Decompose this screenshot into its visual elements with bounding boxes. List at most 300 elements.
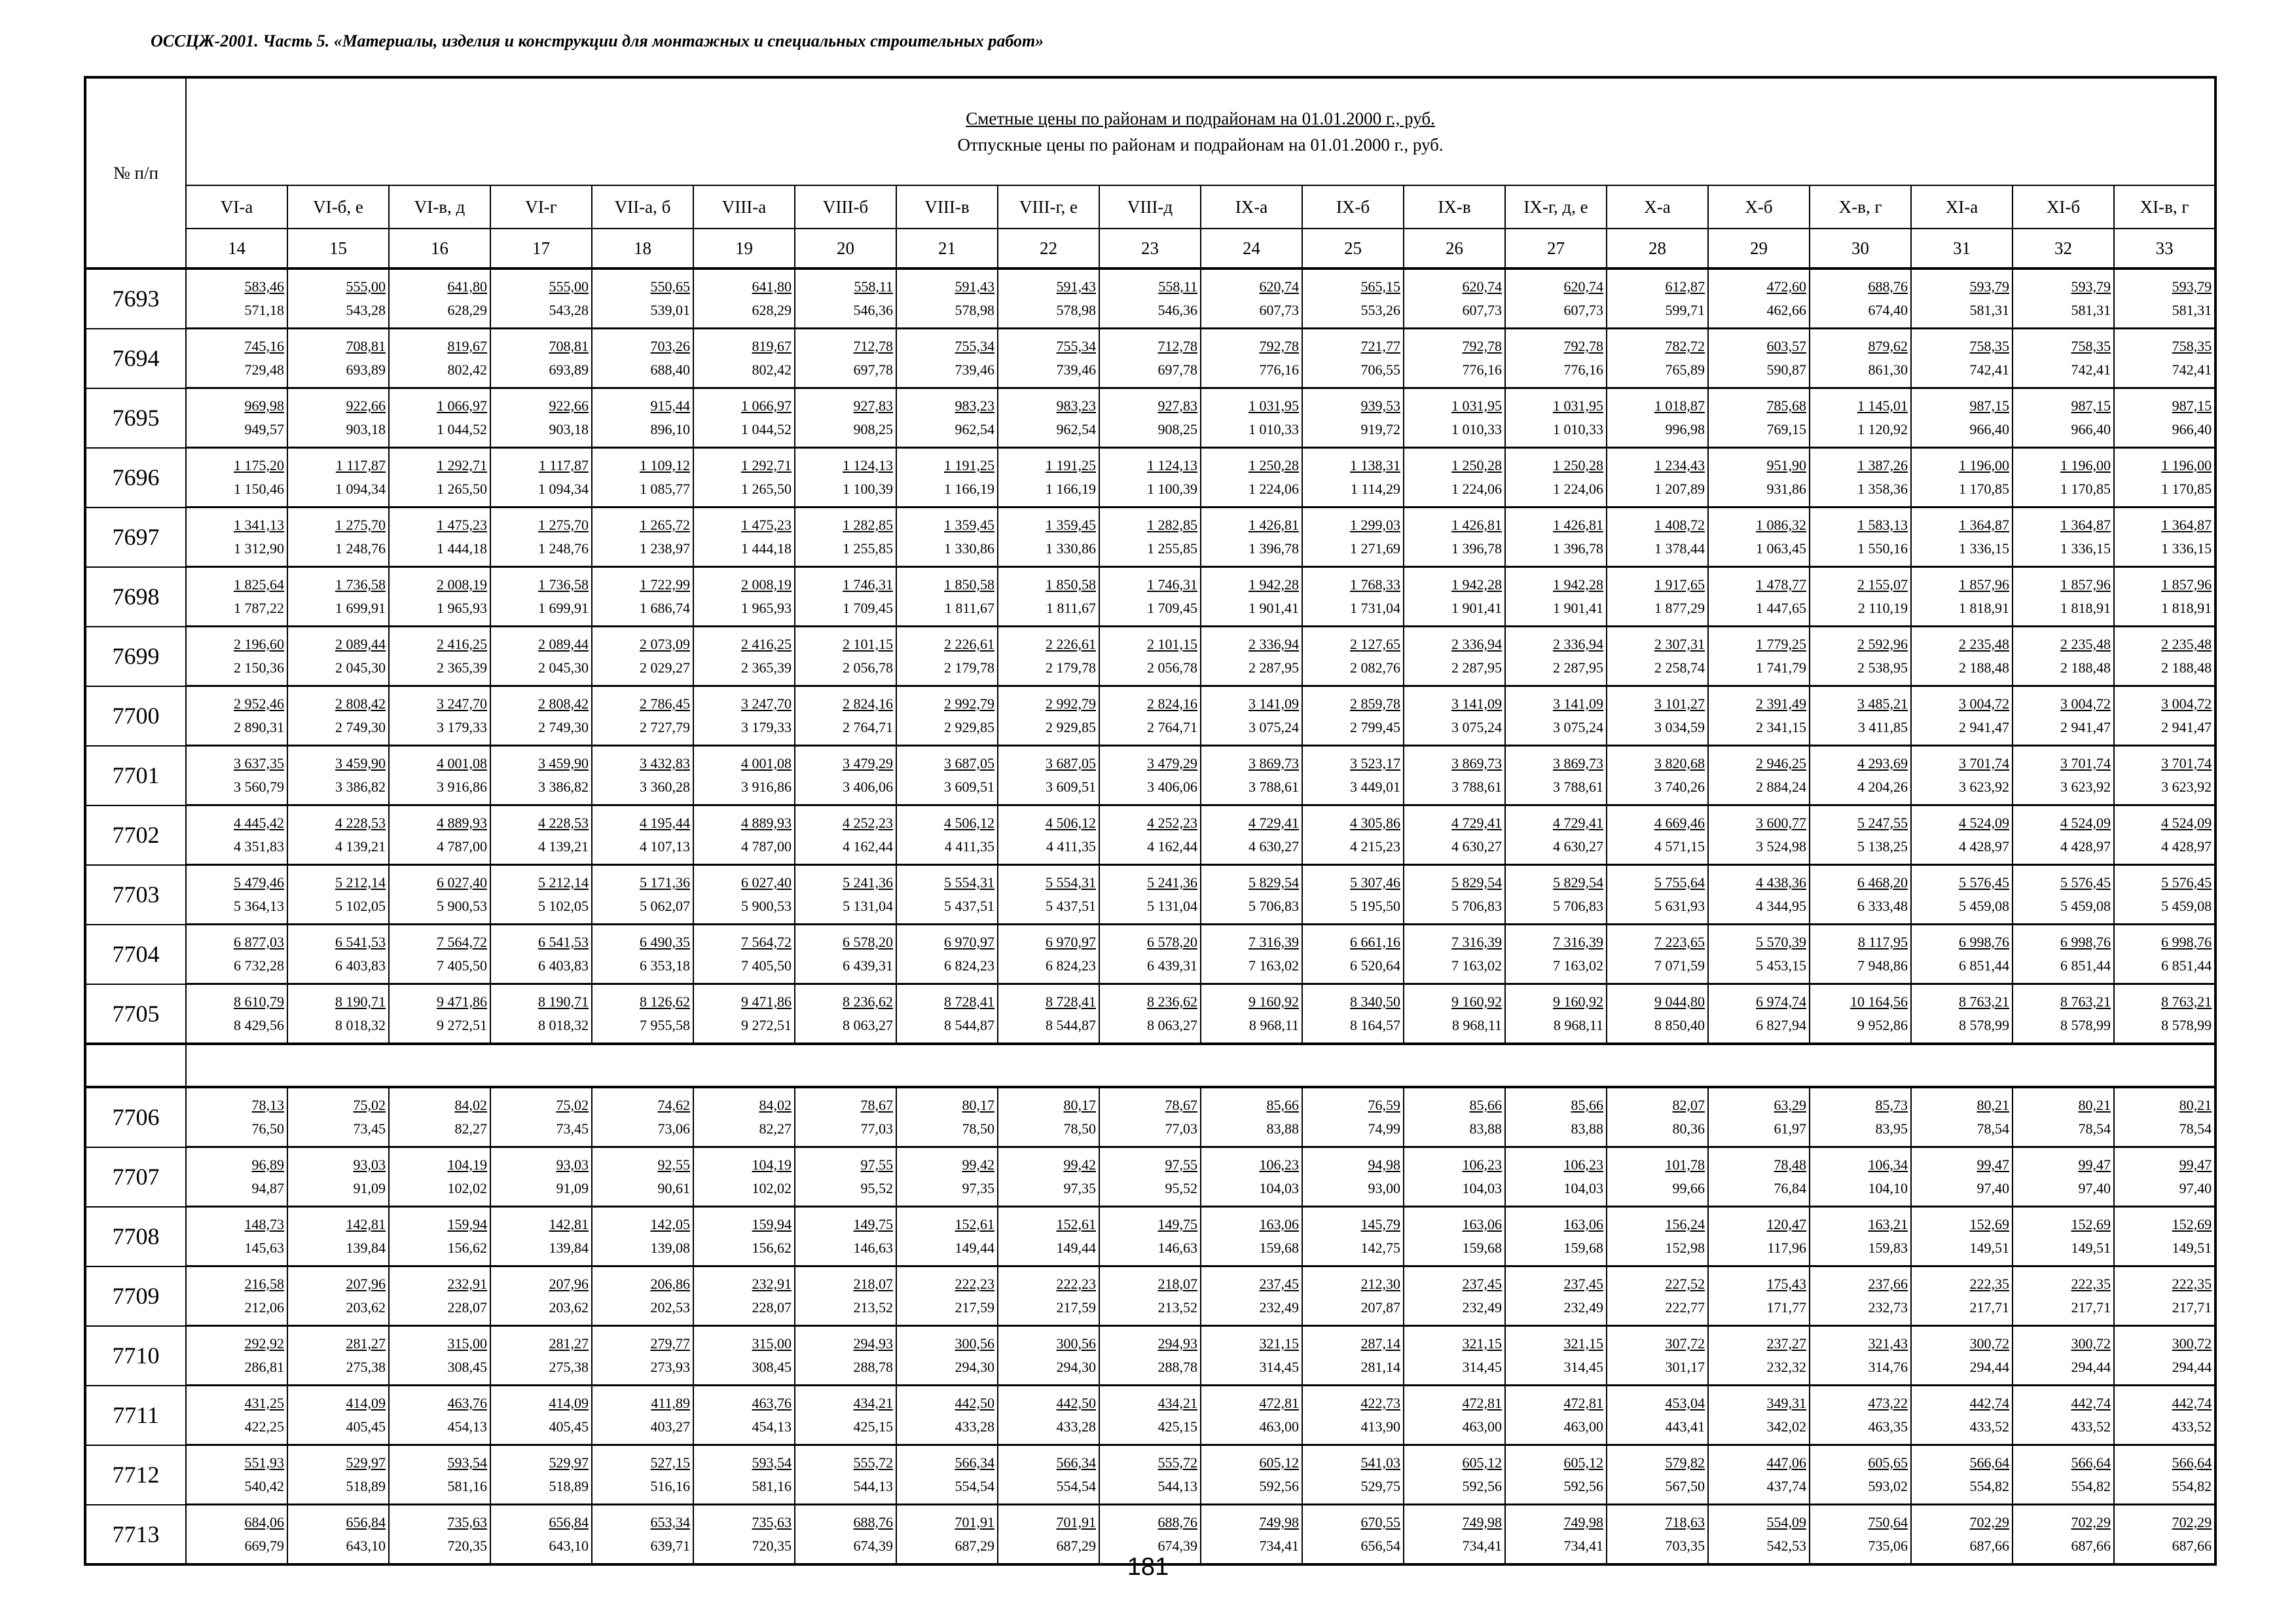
price-cell xyxy=(998,329,1099,388)
price-cell xyxy=(1302,1207,1404,1266)
release-price: 8 578,99 xyxy=(1959,1017,2009,1033)
release-price: 4 428,97 xyxy=(2161,838,2212,855)
price-cell xyxy=(1911,507,2013,567)
estimate-price: 641,80 xyxy=(447,278,487,295)
release-price: 735,06 xyxy=(1868,1538,1908,1554)
estimate-price: 159,94 xyxy=(447,1216,487,1232)
price-cell xyxy=(693,1087,795,1147)
estimate-price: 152,61 xyxy=(955,1216,994,1232)
estimate-price: 1 475,23 xyxy=(741,517,792,533)
estimate-price: 300,72 xyxy=(2172,1335,2212,1352)
release-price: 5 631,93 xyxy=(1654,898,1705,914)
estimate-price: 4 252,23 xyxy=(1147,815,1197,831)
release-price: 314,45 xyxy=(1563,1359,1603,1375)
release-price: 91,09 xyxy=(556,1180,589,1196)
release-price: 1 224,06 xyxy=(1248,481,1299,497)
release-price: 2 287,95 xyxy=(1553,659,1603,676)
price-cell xyxy=(592,865,693,925)
estimate-price: 472,81 xyxy=(1563,1395,1603,1411)
price-cell xyxy=(998,1445,1099,1505)
price-cell xyxy=(186,865,287,925)
price-cell xyxy=(2013,448,2114,507)
table-row xyxy=(85,984,2215,1044)
release-price: 2 538,95 xyxy=(1857,659,1908,676)
estimate-price: 6 490,35 xyxy=(640,934,690,950)
release-price: 232,49 xyxy=(1259,1299,1299,1316)
row-number: 7706 xyxy=(85,1087,186,1147)
price-cell xyxy=(1201,1087,1302,1147)
price-cell xyxy=(490,388,592,448)
estimate-price: 4 729,41 xyxy=(1553,815,1603,831)
row-number: 7698 xyxy=(85,567,186,627)
estimate-price: 287,14 xyxy=(1360,1335,1400,1352)
estimate-price: 1 031,95 xyxy=(1553,397,1603,414)
estimate-price: 4 228,53 xyxy=(538,815,589,831)
release-price: 542,53 xyxy=(1766,1538,1806,1554)
release-price: 159,68 xyxy=(1563,1240,1603,1256)
price-cell xyxy=(1505,1445,1607,1505)
release-price: 1 709,45 xyxy=(843,600,893,616)
release-price: 294,30 xyxy=(955,1359,994,1375)
estimate-price: 5 241,36 xyxy=(1147,874,1197,891)
estimate-price: 554,09 xyxy=(1766,1514,1806,1530)
price-cell xyxy=(693,925,795,984)
price-cell xyxy=(1911,805,2013,865)
price-cell xyxy=(896,1147,998,1207)
release-price: 1 336,15 xyxy=(1959,540,2009,557)
release-price: 3 075,24 xyxy=(1248,719,1299,735)
release-price: 1 010,33 xyxy=(1451,421,1502,437)
price-cell xyxy=(2114,1445,2215,1505)
release-price: 217,59 xyxy=(955,1299,994,1316)
row-number: 7695 xyxy=(85,388,186,448)
price-cell xyxy=(1607,1326,1708,1386)
estimate-price: 1 275,70 xyxy=(335,517,386,533)
release-price: 599,71 xyxy=(1665,302,1705,318)
release-price: 3 609,51 xyxy=(944,779,994,795)
price-cell xyxy=(1404,1445,1505,1505)
estimate-price: 749,98 xyxy=(1462,1514,1502,1530)
price-cell xyxy=(1505,1266,1607,1326)
row-number: 7713 xyxy=(85,1505,186,1565)
price-cell xyxy=(1201,746,1302,805)
estimate-price: 2 101,15 xyxy=(1147,636,1197,652)
estimate-price: 1 722,99 xyxy=(640,576,690,593)
price-cell xyxy=(1404,865,1505,925)
price-cell xyxy=(2114,865,2215,925)
row-number-header: № п/п xyxy=(85,77,186,268)
table-row xyxy=(85,329,2215,388)
estimate-price: 983,23 xyxy=(955,397,994,414)
release-price: 2 287,95 xyxy=(1451,659,1502,676)
price-cell xyxy=(389,1147,490,1207)
release-price: 1 312,90 xyxy=(234,540,284,557)
release-price: 76,50 xyxy=(251,1120,284,1137)
estimate-price: 3 600,77 xyxy=(1756,815,1806,831)
estimate-price: 605,12 xyxy=(1462,1454,1502,1471)
table-row xyxy=(85,1147,2215,1207)
price-cell xyxy=(2114,1147,2215,1207)
release-price: 94,87 xyxy=(251,1180,284,1196)
price-cell xyxy=(1505,805,1607,865)
estimate-price: 99,42 xyxy=(962,1156,994,1173)
table-row xyxy=(85,627,2215,686)
estimate-price: 1 857,96 xyxy=(1959,576,2009,593)
table-row xyxy=(85,268,2215,329)
price-cell xyxy=(795,984,896,1044)
estimate-price: 922,66 xyxy=(346,397,386,414)
release-price: 294,44 xyxy=(2172,1359,2212,1375)
release-price: 1 811,67 xyxy=(1046,600,1096,616)
estimate-price: 3 687,05 xyxy=(1046,755,1096,771)
zone-header: VIII-д xyxy=(1099,185,1201,229)
estimate-price: 163,06 xyxy=(1462,1216,1502,1232)
release-price: 443,41 xyxy=(1665,1418,1705,1435)
price-cell xyxy=(693,1445,795,1505)
estimate-price: 315,00 xyxy=(447,1335,487,1352)
release-price: 3 740,26 xyxy=(1654,779,1705,795)
price-cell xyxy=(592,805,693,865)
estimate-price: 1 299,03 xyxy=(1350,517,1400,533)
estimate-price: 463,76 xyxy=(447,1395,487,1411)
price-cell xyxy=(2013,1266,2114,1326)
estimate-price: 1 191,25 xyxy=(1046,457,1096,473)
price-cell xyxy=(1911,746,2013,805)
release-price: 3 788,61 xyxy=(1553,779,1603,795)
price-cell xyxy=(795,1266,896,1326)
estimate-price: 6 578,20 xyxy=(1147,934,1197,950)
release-price: 1 150,46 xyxy=(234,481,284,497)
price-cell xyxy=(490,1266,592,1326)
release-price: 5 138,25 xyxy=(1857,838,1908,855)
release-price: 314,76 xyxy=(1868,1359,1908,1375)
price-cell xyxy=(2114,567,2215,627)
release-price: 273,93 xyxy=(650,1359,690,1375)
release-price: 102,02 xyxy=(752,1180,792,1196)
price-cell xyxy=(1404,925,1505,984)
price-cell xyxy=(1505,1326,1607,1386)
release-price: 687,29 xyxy=(955,1538,994,1554)
estimate-price: 149,75 xyxy=(853,1216,893,1232)
estimate-price: 1 124,13 xyxy=(1147,457,1197,473)
column-number: 29 xyxy=(1708,229,1810,268)
price-cell xyxy=(1708,1386,1810,1445)
price-cell xyxy=(1404,746,1505,805)
price-cell xyxy=(1302,925,1404,984)
zone-header: VI-г xyxy=(490,185,592,229)
estimate-price: 80,17 xyxy=(962,1097,994,1113)
estimate-price: 3 004,72 xyxy=(2161,695,2212,712)
estimate-price: 2 336,94 xyxy=(1451,636,1502,652)
table-row xyxy=(85,925,2215,984)
price-cell xyxy=(1911,865,2013,925)
estimate-price: 701,91 xyxy=(955,1514,994,1530)
release-price: 543,28 xyxy=(549,302,589,318)
price-cell xyxy=(1099,507,1201,567)
estimate-price: 712,78 xyxy=(1157,338,1197,354)
column-number: 23 xyxy=(1099,229,1201,268)
estimate-price: 1 250,28 xyxy=(1248,457,1299,473)
price-cell xyxy=(592,1147,693,1207)
estimate-price: 558,11 xyxy=(1158,278,1197,295)
document-header: ОССЦЖ-2001. Часть 5. «Материалы, изделия и конструкции для монтажных и специальных строительных работ» xyxy=(151,31,1044,50)
price-cell xyxy=(1810,448,1911,507)
release-price: 78,50 xyxy=(962,1120,994,1137)
zone-header: IX-а xyxy=(1201,185,1302,229)
estimate-price: 3 479,29 xyxy=(843,755,893,771)
price-cell xyxy=(795,746,896,805)
estimate-price: 987,15 xyxy=(1969,397,2009,414)
estimate-price: 2 155,07 xyxy=(1857,576,1908,593)
price-cell xyxy=(693,746,795,805)
estimate-price: 8 728,41 xyxy=(944,993,994,1010)
price-cell xyxy=(1607,686,1708,746)
release-price: 213,52 xyxy=(853,1299,893,1316)
price-cell xyxy=(1911,1386,2013,1445)
estimate-price: 749,98 xyxy=(1563,1514,1603,1530)
price-cell xyxy=(1505,1147,1607,1207)
column-number: 17 xyxy=(490,229,592,268)
release-price: 1 378,44 xyxy=(1654,540,1705,557)
estimate-price: 159,94 xyxy=(752,1216,792,1232)
release-price: 3 788,61 xyxy=(1451,779,1502,795)
estimate-price: 1 746,31 xyxy=(1147,576,1197,593)
price-cell xyxy=(1404,627,1505,686)
estimate-price: 3 869,73 xyxy=(1248,755,1299,771)
estimate-price: 106,23 xyxy=(1462,1156,1502,1173)
estimate-price: 620,74 xyxy=(1563,278,1603,295)
column-number: 18 xyxy=(592,229,693,268)
release-price: 1 114,29 xyxy=(1350,481,1400,497)
price-cell xyxy=(490,507,592,567)
price-cell xyxy=(186,746,287,805)
estimate-price: 5 554,31 xyxy=(944,874,994,891)
column-number: 14 xyxy=(186,229,287,268)
release-price: 4 571,15 xyxy=(1654,838,1705,855)
estimate-price: 321,43 xyxy=(1868,1335,1908,1352)
release-price: 1 550,16 xyxy=(1857,540,1908,557)
release-price: 1 100,39 xyxy=(843,481,893,497)
release-price: 593,02 xyxy=(1868,1478,1908,1494)
estimate-price: 2 226,61 xyxy=(1046,636,1096,652)
row-number: 7701 xyxy=(85,746,186,805)
estimate-price: 422,73 xyxy=(1360,1395,1400,1411)
price-cell xyxy=(287,1326,389,1386)
price-cell xyxy=(1505,329,1607,388)
release-price: 2 029,27 xyxy=(640,659,690,676)
price-cell xyxy=(896,746,998,805)
price-cell xyxy=(1302,865,1404,925)
estimate-price: 4 729,41 xyxy=(1451,815,1502,831)
release-price: 91,09 xyxy=(353,1180,386,1196)
release-price: 4 162,44 xyxy=(843,838,893,855)
estimate-price: 5 829,54 xyxy=(1248,874,1299,891)
estimate-price: 1 275,70 xyxy=(538,517,589,533)
price-cell xyxy=(693,329,795,388)
price-cell xyxy=(592,1326,693,1386)
estimate-price: 5 576,45 xyxy=(2060,874,2111,891)
price-cell xyxy=(1810,627,1911,686)
estimate-price: 307,72 xyxy=(1665,1335,1705,1352)
estimate-price: 593,79 xyxy=(2172,278,2212,295)
estimate-price: 82,07 xyxy=(1672,1097,1705,1113)
estimate-price: 1 109,12 xyxy=(640,457,690,473)
estimate-price: 2 196,60 xyxy=(234,636,284,652)
estimate-price: 7 316,39 xyxy=(1248,934,1299,950)
price-cell xyxy=(1607,1087,1708,1147)
price-cell xyxy=(287,448,389,507)
release-price: 232,73 xyxy=(1868,1299,1908,1316)
price-cell xyxy=(1201,388,1302,448)
estimate-price: 5 576,45 xyxy=(2161,874,2212,891)
release-price: 765,89 xyxy=(1665,361,1705,378)
estimate-price: 4 524,09 xyxy=(2161,815,2212,831)
price-cell xyxy=(1708,567,1810,627)
price-cell xyxy=(186,388,287,448)
release-price: 8 544,87 xyxy=(944,1017,994,1033)
release-price: 669,79 xyxy=(244,1538,284,1554)
estimate-price: 701,91 xyxy=(1056,1514,1096,1530)
estimate-price: 1 736,58 xyxy=(538,576,589,593)
price-cell xyxy=(1302,388,1404,448)
release-price: 203,62 xyxy=(549,1299,589,1316)
release-price: 2 341,15 xyxy=(1756,719,1806,735)
price-cell xyxy=(1505,925,1607,984)
release-price: 554,82 xyxy=(2071,1478,2111,1494)
estimate-price: 603,57 xyxy=(1766,338,1806,354)
estimate-price: 951,90 xyxy=(1766,457,1806,473)
release-price: 1 699,91 xyxy=(538,600,589,616)
estimate-price: 3 479,29 xyxy=(1147,755,1197,771)
price-cell xyxy=(287,507,389,567)
estimate-price: 1 124,13 xyxy=(843,457,893,473)
release-price: 687,66 xyxy=(2071,1538,2111,1554)
estimate-price: 2 824,16 xyxy=(843,695,893,712)
estimate-price: 148,73 xyxy=(244,1216,284,1232)
table-row xyxy=(85,686,2215,746)
price-cell xyxy=(693,448,795,507)
estimate-price: 3 141,09 xyxy=(1553,695,1603,712)
table-row xyxy=(85,1386,2215,1445)
estimate-price: 99,42 xyxy=(1063,1156,1096,1173)
column-number: 22 xyxy=(998,229,1099,268)
release-price: 592,56 xyxy=(1462,1478,1502,1494)
price-cell xyxy=(1607,627,1708,686)
price-cell xyxy=(1607,984,1708,1044)
estimate-price: 782,72 xyxy=(1665,338,1705,354)
release-price: 5 131,04 xyxy=(1147,898,1197,914)
price-cell xyxy=(1810,1207,1911,1266)
price-cell xyxy=(1810,984,1911,1044)
release-price: 4 162,44 xyxy=(1147,838,1197,855)
release-price: 90,61 xyxy=(657,1180,690,1196)
release-price: 217,59 xyxy=(1056,1299,1096,1316)
release-price: 1 100,39 xyxy=(1147,481,1197,497)
release-price: 4 411,35 xyxy=(944,838,994,855)
release-price: 8 018,32 xyxy=(538,1017,589,1033)
price-cell xyxy=(1708,507,1810,567)
estimate-price: 755,34 xyxy=(955,338,994,354)
estimate-price: 656,84 xyxy=(549,1514,589,1530)
estimate-price: 74,62 xyxy=(657,1097,690,1113)
release-price: 544,13 xyxy=(1157,1478,1197,1494)
release-price: 146,63 xyxy=(1157,1240,1197,1256)
table-row xyxy=(85,1266,2215,1326)
release-price: 3 788,61 xyxy=(1248,779,1299,795)
release-price: 139,08 xyxy=(650,1240,690,1256)
price-cell xyxy=(998,1087,1099,1147)
release-price: 554,54 xyxy=(1056,1478,1096,1494)
release-price: 145,63 xyxy=(244,1240,284,1256)
estimate-price: 8 190,71 xyxy=(538,993,589,1010)
estimate-price: 1 138,31 xyxy=(1350,457,1400,473)
estimate-price: 1 364,87 xyxy=(1959,517,2009,533)
row-number: 7700 xyxy=(85,686,186,746)
estimate-price: 755,34 xyxy=(1056,338,1096,354)
release-price: 6 439,31 xyxy=(1147,957,1197,974)
estimate-price: 927,83 xyxy=(1157,397,1197,414)
price-cell xyxy=(1505,507,1607,567)
price-cell xyxy=(998,746,1099,805)
column-number: 26 xyxy=(1404,229,1505,268)
price-cell xyxy=(186,1207,287,1266)
estimate-price: 106,34 xyxy=(1868,1156,1908,1173)
release-price: 4 344,95 xyxy=(1756,898,1806,914)
price-cell xyxy=(2114,1087,2215,1147)
estimate-price: 593,79 xyxy=(2071,278,2111,295)
release-price: 217,71 xyxy=(1969,1299,2009,1316)
price-cell xyxy=(2013,329,2114,388)
estimate-price: 9 160,92 xyxy=(1451,993,1502,1010)
release-price: 4 204,26 xyxy=(1857,779,1908,795)
table-row xyxy=(85,746,2215,805)
price-cell xyxy=(1201,567,1302,627)
release-price: 802,42 xyxy=(447,361,487,378)
release-price: 643,10 xyxy=(346,1538,386,1554)
estimate-price: 718,63 xyxy=(1665,1514,1705,1530)
release-price: 7 071,59 xyxy=(1654,957,1705,974)
release-price: 207,87 xyxy=(1360,1299,1400,1316)
release-price: 581,31 xyxy=(2071,302,2111,318)
release-price: 308,45 xyxy=(752,1359,792,1375)
price-cell xyxy=(998,1147,1099,1207)
estimate-price: 8 236,62 xyxy=(843,993,893,1010)
estimate-price: 620,74 xyxy=(1259,278,1299,295)
estimate-price: 434,21 xyxy=(853,1395,893,1411)
estimate-price: 206,86 xyxy=(650,1276,690,1292)
estimate-price: 593,79 xyxy=(1969,278,2009,295)
estimate-price: 1 234,43 xyxy=(1654,457,1705,473)
release-price: 742,41 xyxy=(2172,361,2212,378)
release-price: 405,45 xyxy=(549,1418,589,1435)
release-price: 5 102,05 xyxy=(538,898,589,914)
estimate-price: 414,09 xyxy=(549,1395,589,1411)
table-row xyxy=(85,448,2215,507)
estimate-price: 1 768,33 xyxy=(1350,576,1400,593)
estimate-price: 4 195,44 xyxy=(640,815,690,831)
price-cell xyxy=(795,1386,896,1445)
release-price: 3 075,24 xyxy=(1451,719,1502,735)
release-price-title: Отпускные цены по районам и подрайонам на 01.01.2000 г., руб. xyxy=(957,135,1444,155)
row-number: 7712 xyxy=(85,1445,186,1505)
price-cell xyxy=(389,1266,490,1326)
release-price: 3 386,82 xyxy=(538,779,589,795)
release-price: 7 163,02 xyxy=(1451,957,1502,974)
estimate-price: 4 001,08 xyxy=(741,755,792,771)
row-number: 7710 xyxy=(85,1326,186,1386)
release-price: 5 459,08 xyxy=(1959,898,2009,914)
price-cell xyxy=(186,686,287,746)
